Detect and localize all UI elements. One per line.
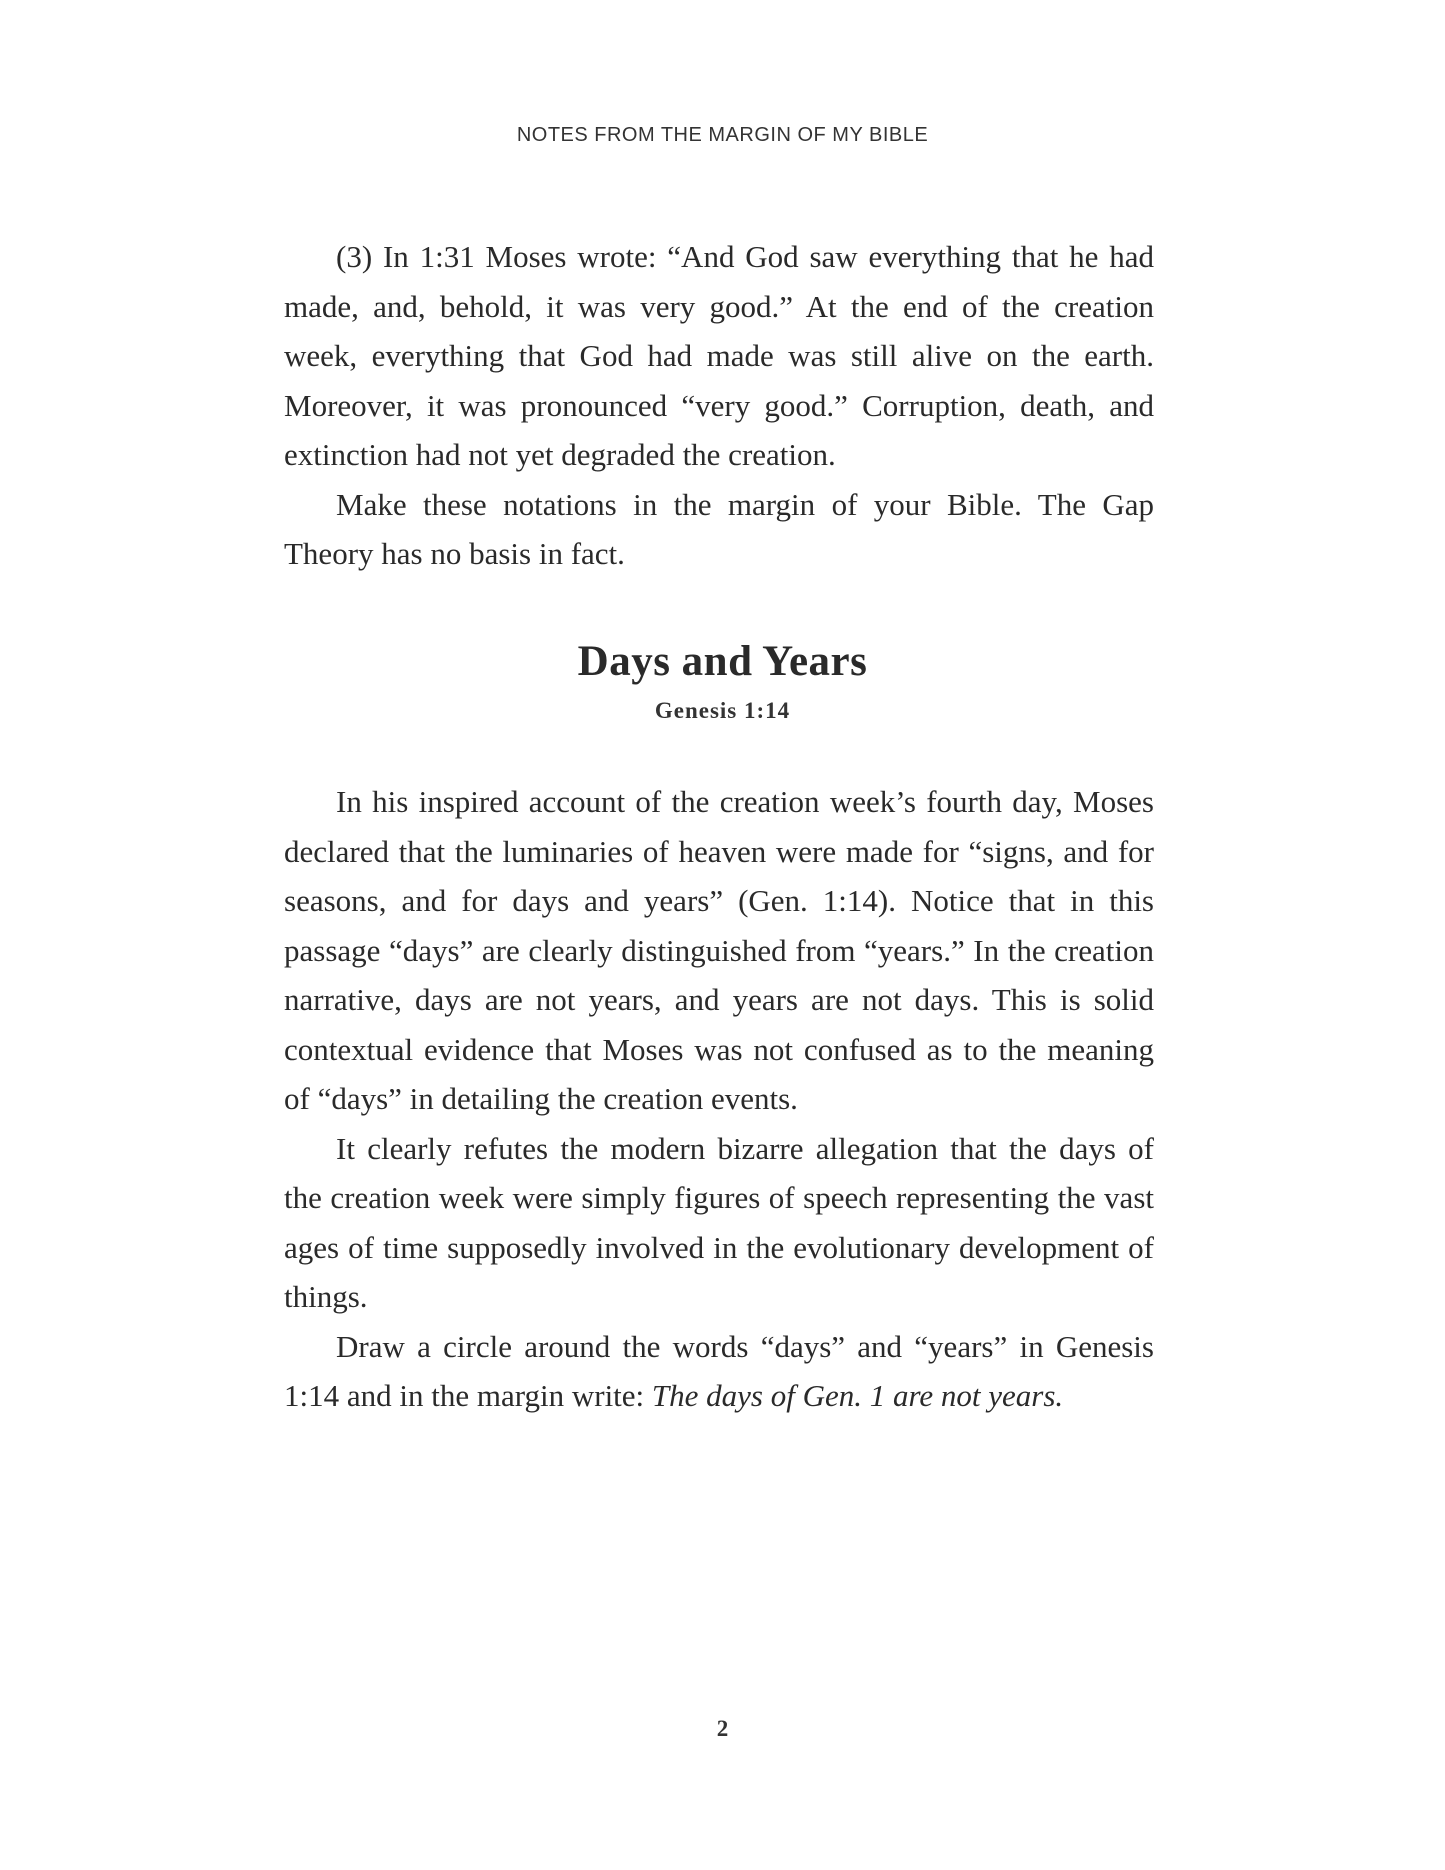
section-body bbox=[284, 777, 1154, 1421]
top-section bbox=[284, 232, 1154, 579]
paragraph-lead: Draw a circle around the words “days” and “years” in Genesis 1:14 and in the margin write: bbox=[284, 1328, 1154, 1413]
section-heading bbox=[0, 636, 1445, 724]
paragraph: In his inspired account of the creation week’s fourth day, Moses declared that the luminaries of heaven were made for “signs, and for seasons, and for days and years” (Gen. 1:14). Notice that in this passage “days” are clearly distinguished from “years.” In the creation narrative, days are not years, and years are not days. This is solid contextual evidence that Moses was not confused as to the meaning of “days” in detailing the creation events. bbox=[284, 784, 1154, 1116]
margin-note-italic: The days of Gen. 1 are not years. bbox=[651, 1378, 1064, 1413]
paragraph: Make these notations in the margin of your Bible. The Gap Theory has no basis in fact. bbox=[284, 486, 1154, 571]
section-title: Days and Years bbox=[577, 638, 868, 685]
paragraph bbox=[284, 1322, 1154, 1421]
paragraph: It clearly refutes the modern bizarre allegation that the days of the creation week were simply figures of speech representing the vast ages of time supposedly involved in the evolutionary development of things. bbox=[284, 1130, 1154, 1314]
paragraph: (3) In 1:31 Moses wrote: “And God saw everything that he had made, and, behold, it was very good.” At the end of the creation week, everything that God had made was still alive on the earth. Moreover, it was pronounced “very good.” Corruption, death, and extinction had not yet degraded the creation. bbox=[284, 239, 1154, 472]
running-head: NOTES FROM THE MARGIN OF MY BIBLE bbox=[516, 124, 929, 146]
scripture-reference: Genesis 1:14 bbox=[654, 698, 791, 723]
page-number: 2 bbox=[716, 1716, 729, 1741]
